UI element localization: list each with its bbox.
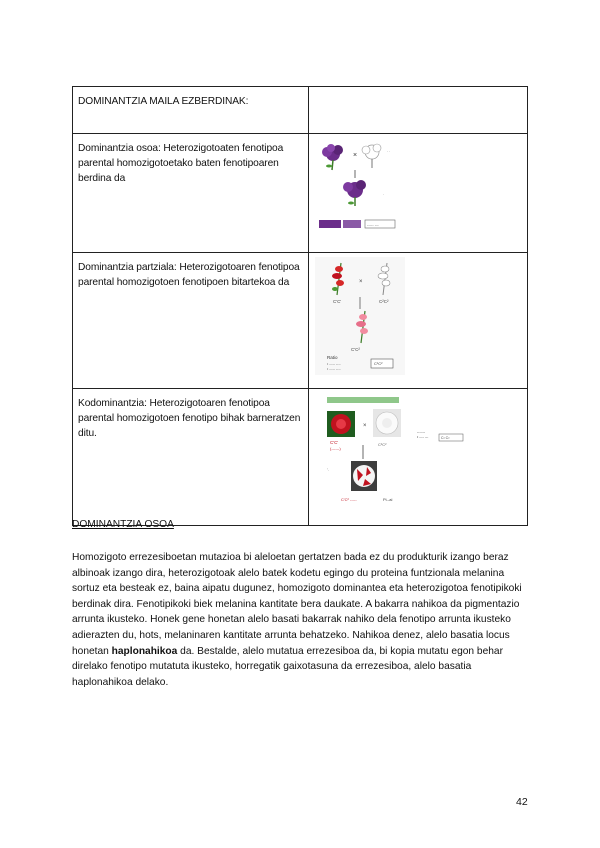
- codominance-figure-cell: [309, 389, 528, 526]
- svg-text:×: ×: [359, 279, 363, 285]
- svg-text:C'C²: C'C²: [351, 347, 360, 352]
- svg-text:×: ×: [363, 423, 367, 429]
- svg-text:'.: '.: [327, 467, 329, 472]
- table-row: [73, 389, 528, 526]
- codominance-figure: [327, 397, 467, 509]
- white-flower-icon: [362, 144, 381, 168]
- table-header-empty-cell: [309, 87, 528, 134]
- partial-dominance-figure: [315, 257, 405, 375]
- svg-text:C¹ C²: C¹ C²: [441, 436, 450, 440]
- svg-text:Ratio: Ratio: [327, 355, 338, 360]
- svg-text:Pi--al: Pi--al: [383, 497, 393, 502]
- svg-text:(------): (------): [330, 446, 341, 451]
- svg-text:C²C²: C²C²: [378, 442, 387, 447]
- red-camellia-icon: [327, 411, 355, 437]
- purple-legend-swatch: [319, 220, 341, 228]
- svg-text:• ---- ---: • ---- ---: [417, 435, 429, 439]
- variegated-camellia-icon: [351, 461, 377, 491]
- svg-text:C'C² -----: C'C² -----: [341, 497, 357, 502]
- svg-text:C¹C²: C¹C²: [374, 361, 383, 366]
- svg-text:• ----- ----: • ----- ----: [327, 367, 341, 371]
- paragraph-text-before: Homozigoto errezesiboetan mutazioa bi aleloetan gertatzen bada ez du produkturik izango beraz albinoak izango dira, heterozigotoak alelo batek kodetu egingo du proteina funtzionala melanina sortuz eta besteak ez, baina aipatu dugunez, homozigoto dominantea eta heterozigotoa fenotipikoki berdinak dira. Fenotipikoki biek melanina kantitate bera daukate. A bakarra nahikoa da pigmentazio arrunta ikusteko. Honek gene honetan alelo basati bakarrak nahiko dela fenotipo arrunta ikusteko adierazten du, hots, melaninaren kantitate arrunta behatzeko. Nahikoa denez, alelo basatia locus honetan: [72, 552, 522, 657]
- complete-dominance-text: Dominantzia osoa: Heterozigotoaten fenotipoa parental homozigotoetako baten fenotipoaren berdina da: [73, 134, 309, 253]
- svg-text:. .: . .: [387, 148, 391, 153]
- partial-dominance-figure-cell: [309, 253, 528, 389]
- bold-term: haplonahikoa: [111, 645, 178, 657]
- purple-offspring-flower-icon: [343, 180, 366, 206]
- table-row: [73, 253, 528, 389]
- table-header-row: [73, 87, 528, 134]
- svg-text:• ----- ----: • ----- ----: [327, 362, 341, 366]
- svg-text:C'C': C'C': [333, 299, 342, 304]
- paragraph-text-after: da. Bestalde, alelo mutatua errezesiboa da, bi kopia mutatu egon behar direlako fenotipo mutatuta ikusteko, horregatik gaixotasuna da errezesiboa, alelo basatia haplonahikoa delako.: [72, 645, 503, 688]
- svg-text:-------: -------: [417, 430, 426, 434]
- table-row: [73, 134, 528, 253]
- complete-dominance-figure: [317, 140, 417, 238]
- page-number: 42: [516, 796, 528, 808]
- codominance-text: Kodominantzia: Heterozigotoaren fenotipoa parental homozigotoen fenotipo bihak barneratzen ditu.: [73, 389, 309, 526]
- svg-text:×: ×: [353, 152, 358, 159]
- body-paragraph: [72, 550, 532, 690]
- partial-dominance-text: Dominantzia partziala: Heterozigotoaren fenotipoa parental homozigotoen fenotipoen bitartekoa da: [73, 253, 309, 389]
- section-heading: DOMINANTZIA OSOA: [72, 519, 174, 530]
- white-camellia-icon: [373, 409, 401, 437]
- svg-text:C'C': C'C': [330, 440, 339, 445]
- dominance-table: [72, 86, 528, 526]
- svg-text:.: .: [383, 191, 385, 196]
- purple-flower-icon: [322, 144, 343, 170]
- svg-text:C²C²: C²C²: [379, 299, 389, 304]
- complete-dominance-figure-cell: [309, 134, 528, 253]
- table-header-cell: DOMINANTZIA MAILA EZBERDINAK:: [73, 87, 309, 134]
- svg-text:----- ---: ----- ---: [367, 222, 379, 227]
